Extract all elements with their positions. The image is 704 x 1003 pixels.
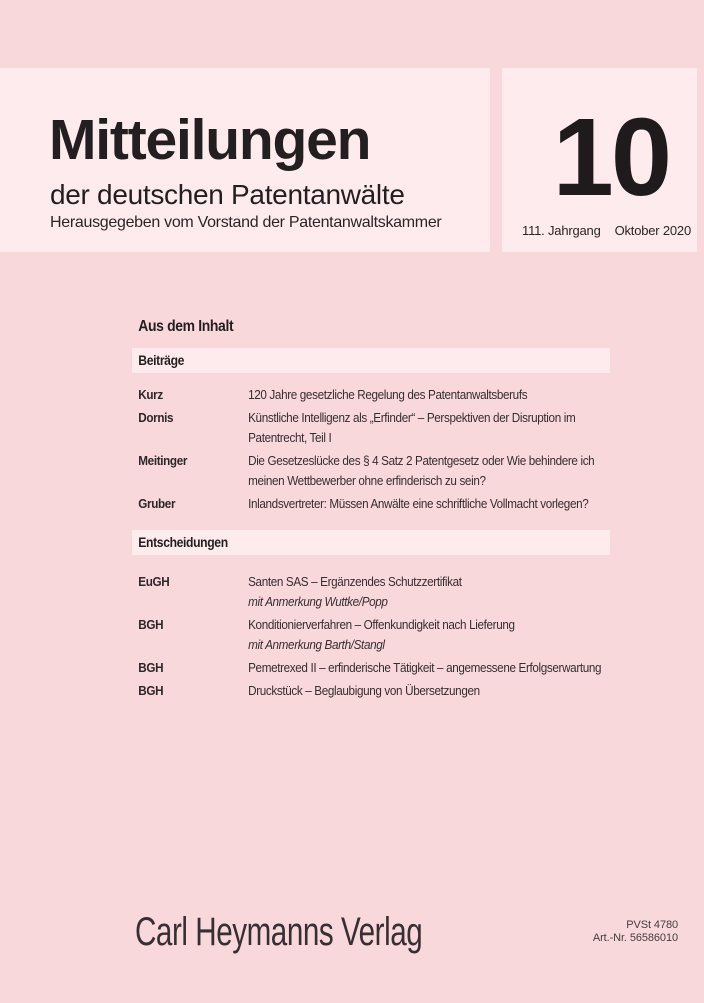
entry-note: mit Anmerkung Barth/Stangl	[248, 637, 385, 652]
entry-author: BGH	[138, 683, 164, 698]
entry-title-col	[248, 494, 626, 514]
entry-author: BGH	[138, 617, 164, 632]
entry-title-col	[248, 572, 626, 612]
journal-title: Mitteilungen	[49, 108, 371, 172]
section-header-entscheidungen: Entscheidungen	[132, 530, 610, 555]
section-entries-beitraege	[132, 373, 610, 514]
toc-entry	[138, 681, 610, 701]
article-number: Art.-Nr. 56586010	[592, 932, 678, 944]
toc-entry	[138, 658, 610, 678]
entry-author: Meitinger	[138, 453, 188, 468]
entry-title-col	[248, 681, 626, 701]
footer-codes	[593, 919, 678, 945]
entry-title-col	[248, 615, 626, 655]
masthead-panel	[0, 68, 490, 252]
section-header-beitraege: Beiträge	[132, 348, 610, 373]
section-entries-entscheidungen	[132, 555, 610, 701]
issue-number: 10	[552, 96, 669, 219]
volume-label: 111. Jahrgang	[522, 223, 601, 238]
toc-heading: Aus dem Inhalt	[138, 318, 234, 335]
journal-subtitle: der deutschen Patentanwälte	[50, 179, 405, 210]
toc-entry	[138, 615, 610, 655]
entry-title: Pemetrexed II – erfinderische Tätigkeit – angemessene Erfolgserwartung	[248, 660, 602, 675]
entry-author: BGH	[138, 660, 164, 675]
entry-title-col	[248, 385, 626, 405]
issue-panel	[502, 68, 697, 252]
table-of-contents	[132, 318, 610, 705]
entry-title-col	[248, 658, 626, 678]
toc-entry	[138, 451, 610, 491]
entry-title: Druckstück – Beglaubigung von Übersetzungen	[248, 683, 480, 698]
entry-author: Dornis	[138, 410, 174, 425]
publisher-name: Carl Heymanns Verlag	[135, 910, 423, 954]
issue-meta	[522, 223, 691, 238]
toc-entry	[138, 572, 610, 612]
entry-author: Kurz	[138, 387, 163, 402]
entry-author: Gruber	[138, 496, 176, 511]
entry-note: mit Anmerkung Wuttke/Popp	[248, 594, 388, 609]
toc-entry	[138, 385, 610, 405]
entry-title-col	[248, 408, 626, 448]
publisher-line: Herausgegeben vom Vorstand der Patentanwaltskammer	[50, 214, 442, 231]
entry-title: Inlandsvertreter: Müssen Anwälte eine schriftliche Vollmacht vorlegen?	[248, 496, 589, 511]
entry-title: Künstliche Intelligenz als „Erfinder“ – Perspektiven der Disruption im Patentrecht, Teil I	[248, 410, 576, 445]
entry-title: Konditionierverfahren – Offenkundigkeit nach Lieferung	[248, 617, 515, 632]
entry-title-col	[248, 451, 626, 491]
entry-author: EuGH	[138, 574, 170, 589]
entry-title: Die Gesetzeslücke des § 4 Satz 2 Patentgesetz oder Wie behindere ich meinen Wettbewerber ohne erfinderisch zu sein?	[248, 453, 595, 488]
toc-entry	[138, 494, 610, 514]
entry-title: Santen SAS – Ergänzendes Schutzzertifikat	[248, 574, 462, 589]
entry-title: 120 Jahre gesetzliche Regelung des Patentanwaltsberufs	[248, 387, 528, 402]
issue-date: Oktober 2020	[614, 223, 691, 238]
postal-id: PVSt 4780	[626, 919, 678, 931]
toc-entry	[138, 408, 610, 448]
